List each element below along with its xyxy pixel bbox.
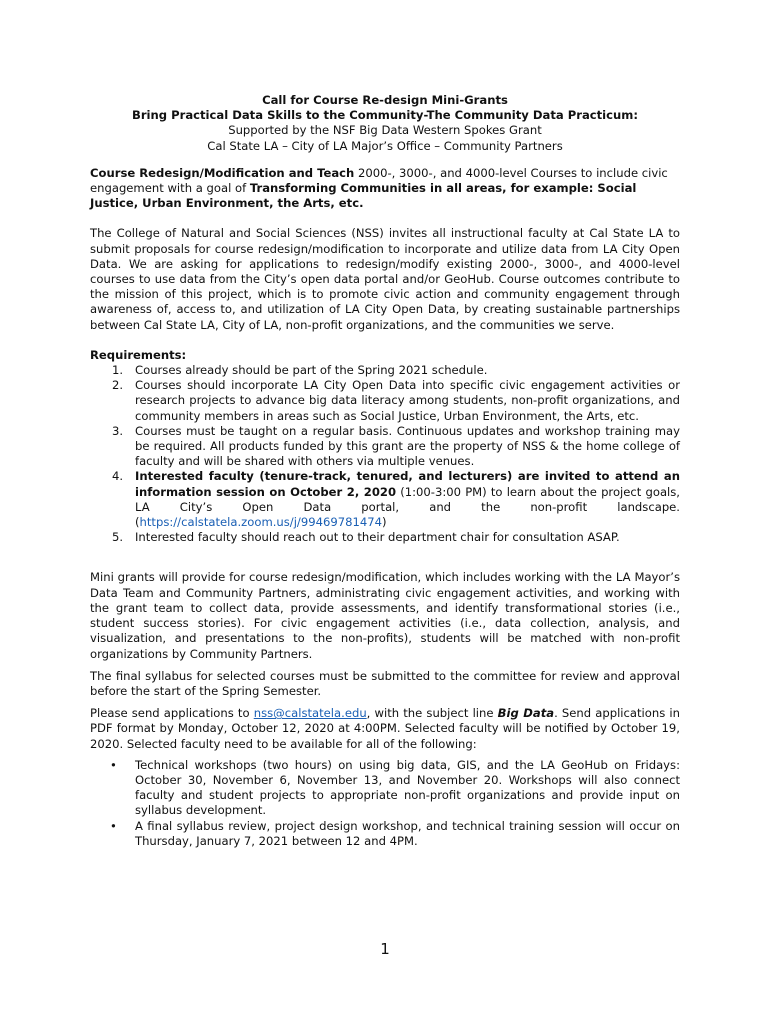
requirements-list: [90, 363, 680, 545]
requirement-item: 3. Courses must be taught on a regular basis. Continuous updates and workshop training may be required. All products funded by this grant are the property of NSS & the home college of faculty and will be shared with others via multiple venues.: [112, 423, 680, 469]
requirement-item: 5. Interested faculty should reach out to their department chair for consultation ASAP.: [112, 530, 620, 545]
course-redesign-lead: Course Redesign/Modification and Teach: [90, 165, 355, 180]
page-number: 1: [380, 940, 390, 958]
send-applications-paragraph: Please send applications to nss@calstatela.edu, with the subject line Big Data. Send applications in PDF format by Monday, October 12, 2020 at 4:00PM. Selected faculty will be notified by October 19, 2020. Selected faculty need to be available for all of the following:: [90, 706, 680, 751]
intro-paragraph: The College of Natural and Social Sciences (NSS) invites all instructional faculty at Cal State LA to submit proposals for course redesign/modification to incorporate and utilize data from LA City Open Data. We are asking for applications to redesign/modify existing 2000-, 3000-, and 4000-level courses to use data from the City’s open data portal and/or GeoHub. Course outcomes contribute to the mission of this project, which is to promote civic action and community engagement through awareness of, access to, and utilization of LA City Open Data, by creating sustainable partnerships between Cal State LA, City of LA, non-profit organizations, and the communities we serve.: [90, 226, 680, 332]
requirement-item: 4. Interested faculty (tenure-track, tenured, and lecturers) are invited to attend an information session on October 2, 2020 (1:00-3:00 PM) to learn about the project goals, LA City’s Open Data portal, and the non-profit landscape. (https://calstatela.zoom.us/j/99469781474): [112, 469, 680, 530]
requirement-item: 1. Courses already should be part of the Spring 2021 schedule.: [112, 363, 488, 378]
title-block: [90, 93, 680, 154]
list-item: • A final syllabus review, project design workshop, and technical training session will occur on Thursday, January 7, 2021 between 12 and 4PM.: [110, 818, 680, 848]
mini-grants-paragraph: Mini grants will provide for course redesign/modification, which includes working with the LA Mayor’s Data Team and Community Partners, administrating civic engagement activities, and working with the grant team to collect data, provide assessments, and identify transformational stories (i.e., student success stories). For civic engagement activities (i.e., data collection, analysis, and visualization, and presentations to the non-profits), students will be matched with non-profit organizations by Community Partners.: [90, 570, 680, 661]
zoom-link[interactable]: https://calstatela.zoom.us/j/99469781474: [139, 515, 382, 530]
requirement-item: 2. Courses should incorporate LA City Open Data into specific civic engagement activities or research projects to advance big data literacy among students, non-profit organizations, and community members in areas such as Social Justice, Urban Environment, the Arts, etc.: [112, 378, 680, 423]
title-line-1: Call for Course Re-design Mini-Grants: [262, 93, 508, 107]
requirements-heading: Requirements:: [90, 347, 187, 362]
course-redesign-paragraph: Course Redesign/Modification and Teach 2000-, 3000-, and 4000-level Courses to include civic engagement with a goal of Transforming Communities in all areas, for example: Social Justice, Urban Environment, the Arts, etc.: [90, 165, 668, 211]
availability-list: [90, 758, 680, 849]
final-syllabus-paragraph: The final syllabus for selected courses must be submitted to the committee for review and approval before the start of the Spring Semester.: [90, 668, 680, 698]
title-line-4: Cal State LA – City of LA Major’s Office – Community Partners: [207, 138, 563, 153]
requirements-section: [90, 348, 680, 546]
bullet-icon: •: [110, 818, 117, 833]
document-page: [90, 93, 680, 849]
title-line-2: Bring Practical Data Skills to the Community-The Community Data Practicum:: [131, 108, 638, 123]
list-item: • Technical workshops (two hours) on using big data, GIS, and the LA GeoHub on Fridays: October 30, November 6, November 13, and November 20. Workshops will also connect faculty and student projects to appropriate non-profit organizations and provide input on syllabus development.: [110, 757, 680, 818]
bullet-icon: •: [110, 757, 117, 772]
course-redesign-goal: Transforming Communities in all areas, for example: Social Justice, Urban Environment, the Arts, etc.: [90, 181, 637, 211]
email-link[interactable]: nss@calstatela.edu: [253, 706, 367, 721]
title-line-3: Supported by the NSF Big Data Western Spokes Grant: [228, 123, 542, 138]
subject-line: Big Data: [497, 706, 555, 721]
